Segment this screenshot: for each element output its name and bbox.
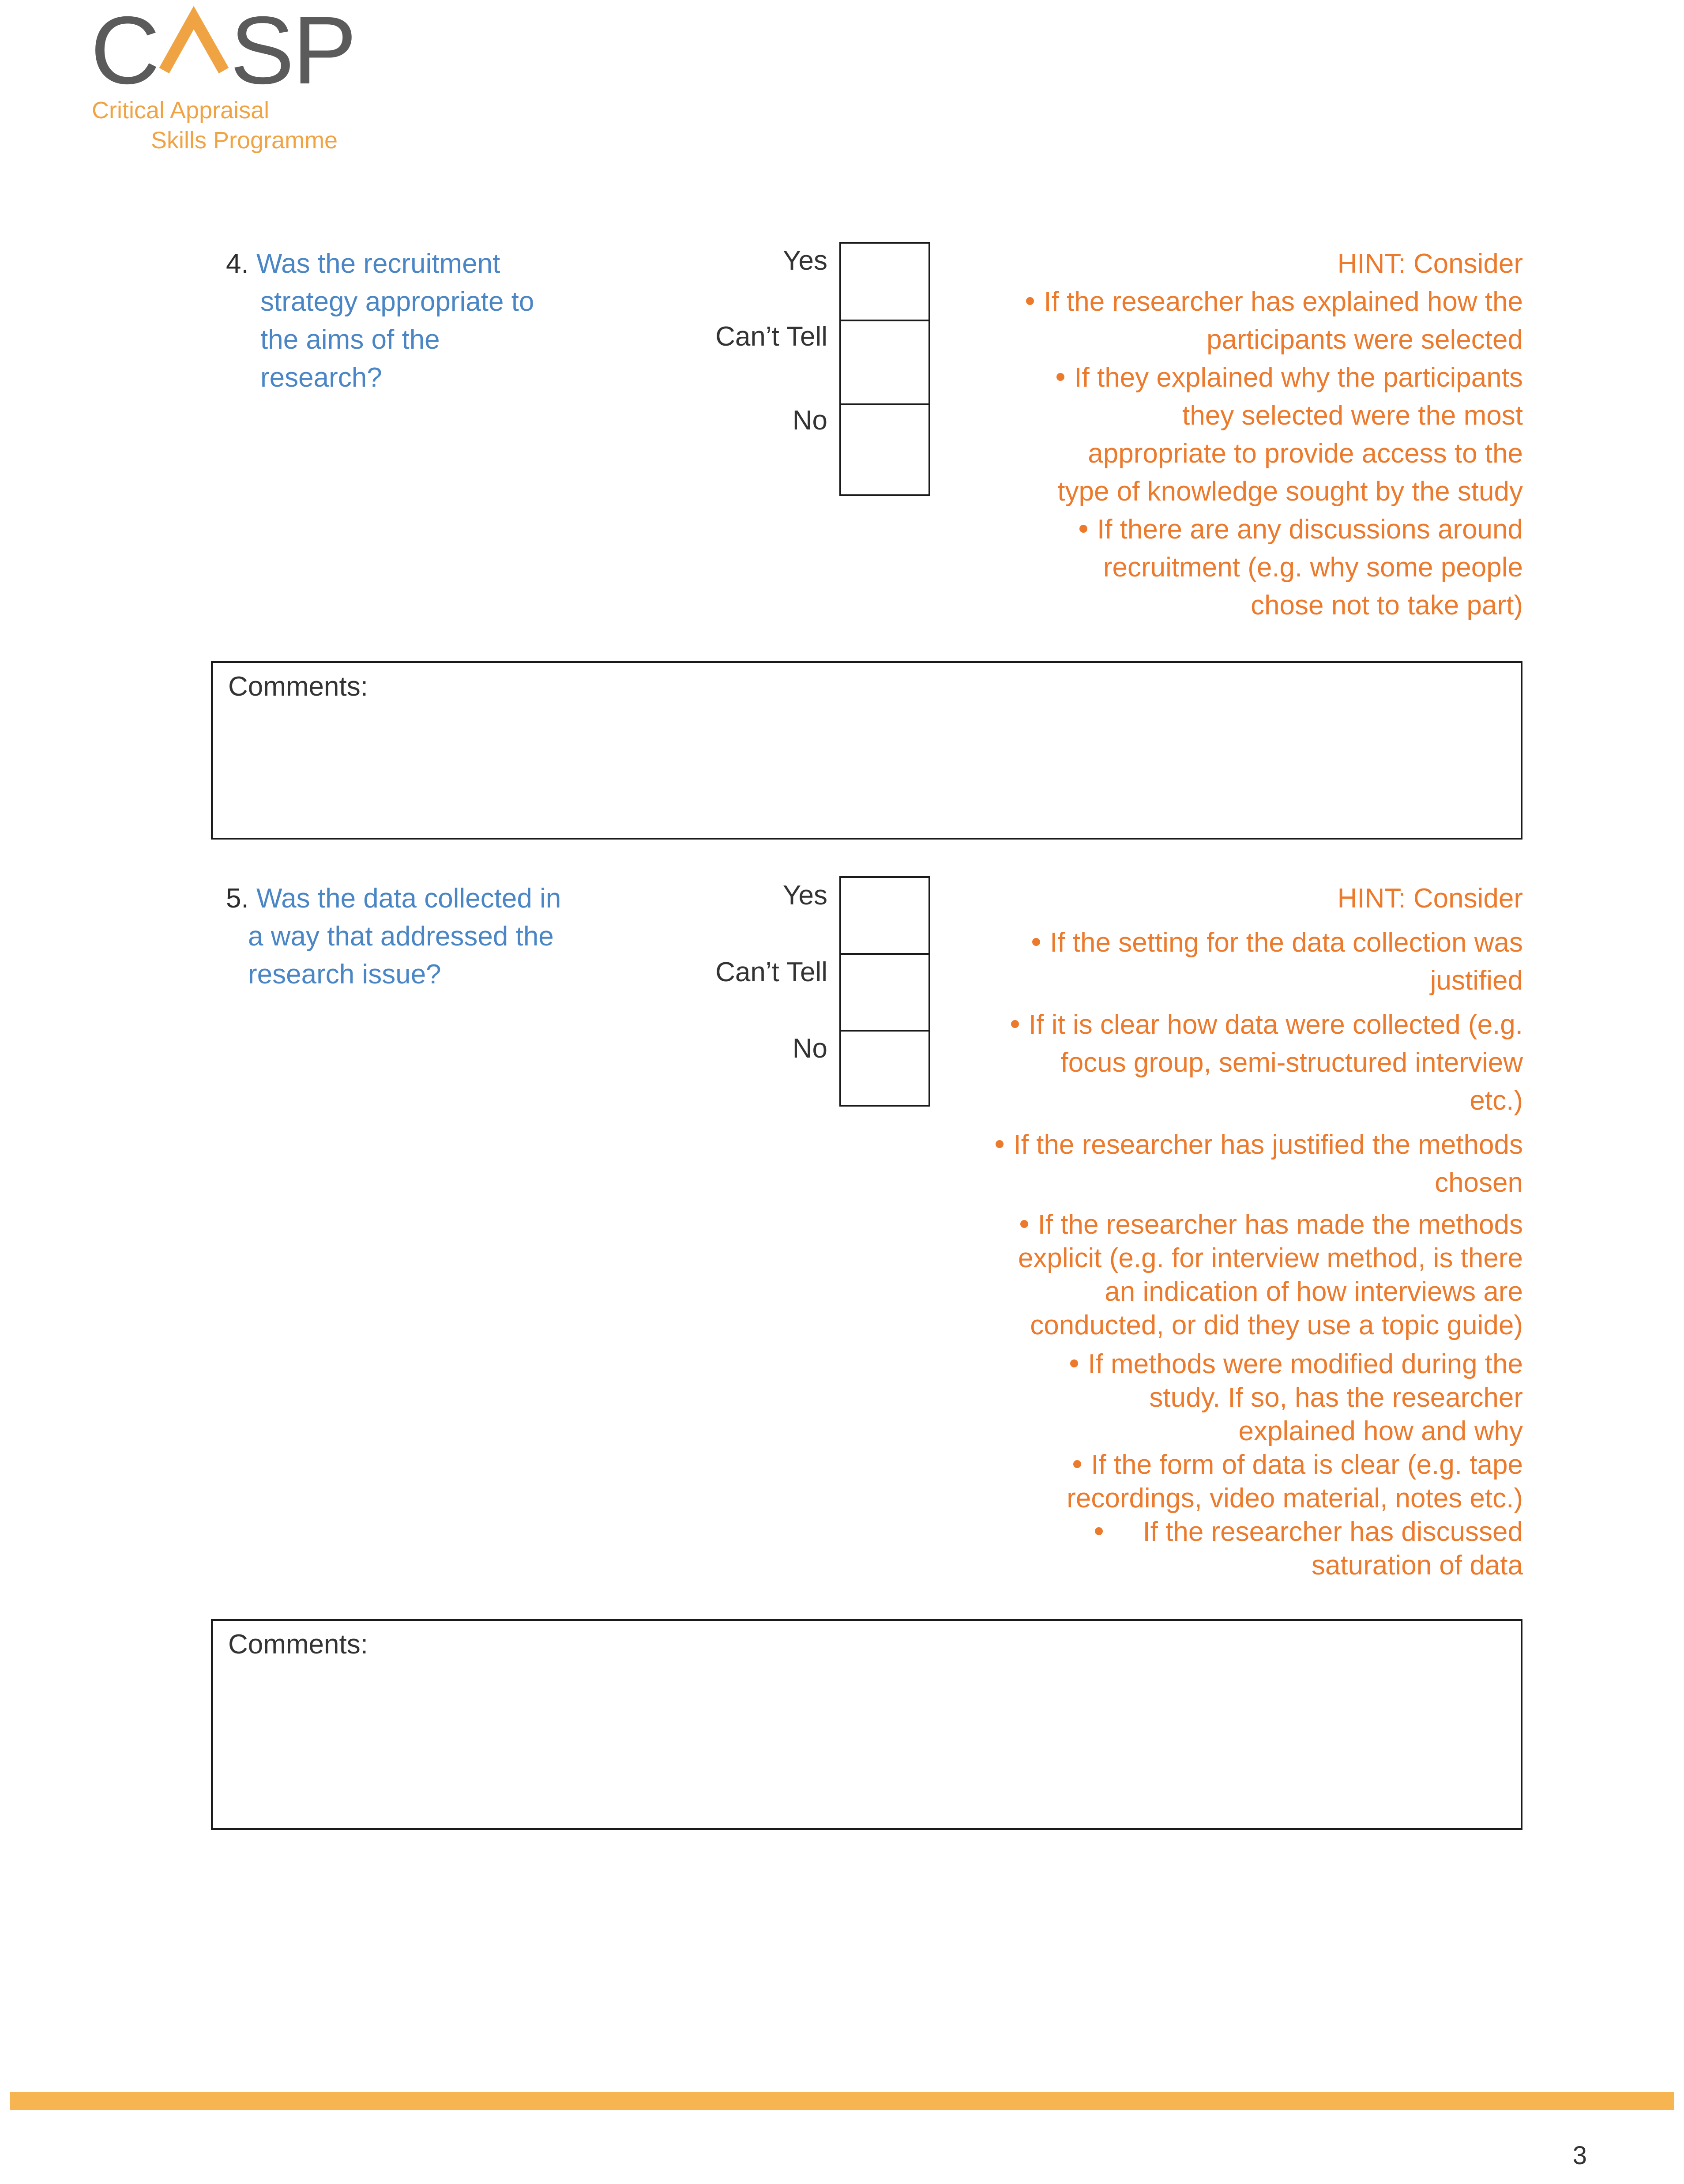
q5-question [226,880,561,994]
q5-line-2: a way that addressed the [248,921,554,952]
bullet-icon [1032,938,1040,946]
q4-hint-3: If there are any discussions around recruitment (e.g. why some people chose not to take part) [1026,511,1523,625]
page-number: 3 [1572,2141,1587,2170]
casp-logo [90,0,355,104]
q4-line-4: research? [260,362,382,393]
q5-hint-1: If the setting for the data collection was justified [996,924,1523,1000]
q4-option-canttell-label: Can’t Tell [715,321,827,352]
q4-question [226,245,534,397]
q4-answer-boxes [839,242,930,496]
footer-bar [10,2092,1674,2110]
q5-hint-5: If methods were modified during the study. If so, has the researcher explained how and why [996,1348,1523,1448]
q5-hints [996,880,1523,1582]
q5-yes-checkbox[interactable] [841,878,928,955]
bullet-icon [1011,1020,1019,1028]
q4-hint-1: If the researcher has explained how the participants were selected [1026,283,1523,359]
bullet-icon [1056,373,1064,381]
q4-line-1: Was the recruitment [256,249,500,279]
q4-line-2: strategy appropriate to [260,286,534,317]
q4-yes-checkbox[interactable] [841,244,928,321]
logo-letter-c: C [90,0,158,104]
q5-hint-2: If it is clear how data were collected (e.g. focus group, semi-structured interview etc.) [996,1006,1523,1120]
q5-hint-6: If the form of data is clear (e.g. tape recordings, video material, notes etc.) [1067,1450,1523,1514]
q4-no-checkbox[interactable] [841,405,928,494]
q4-hint-2: If they explained why the participants they selected were the most appropriate to provide access to the type of knowledge sought by the study [1057,362,1523,507]
q4-hints [1026,245,1523,625]
q4-comments-label: Comments: [228,671,368,702]
q5-number: 5. [226,883,249,914]
bullet-icon [1026,297,1034,305]
q5-line-1: Was the data collected in [256,883,561,914]
bullet-icon [1020,1220,1028,1228]
bullet-icon [1073,1460,1081,1468]
q5-option-canttell-label: Can’t Tell [715,957,827,987]
q5-hint-title: HINT: Consider [1337,883,1523,914]
q4-comments-box[interactable] [211,661,1522,840]
q4-number: 4. [226,249,249,279]
bullet-icon [996,1140,1004,1148]
bullet-icon [1079,525,1087,533]
q5-answer-boxes [839,876,930,1107]
q5-option-no-label: No [792,1033,827,1064]
q5-hint-7: If the researcher has discussed saturation of data [996,1515,1523,1582]
q4-canttell-checkbox[interactable] [841,321,928,405]
logo-subtitle-line2: Skills Programme [151,127,338,154]
bullet-icon [1070,1359,1078,1367]
q5-canttell-checkbox[interactable] [841,955,928,1032]
q5-comments-label: Comments: [228,1629,368,1660]
q5-comments-box[interactable] [211,1619,1522,1830]
q4-option-yes-label: Yes [782,245,827,276]
logo-chevron-icon [155,4,233,88]
q4-hint-title: HINT: Consider [1337,249,1523,279]
q5-hint-3: If the researcher has justified the methods chosen [996,1126,1523,1202]
q5-hint-4: If the researcher has made the methods explicit (e.g. for interview method, is there an indication of how interviews are conducted, or did they use a topic guide) [1018,1209,1523,1341]
logo-letters-sp: SP [230,0,355,104]
q5-option-yes-label: Yes [782,880,827,911]
q4-option-no-label: No [792,405,827,436]
bullet-icon [1095,1527,1103,1535]
q4-line-3: the aims of the [260,324,440,355]
q5-no-checkbox[interactable] [841,1032,928,1105]
logo-subtitle-line1: Critical Appraisal [92,97,270,124]
q5-line-3: research issue? [248,959,441,990]
